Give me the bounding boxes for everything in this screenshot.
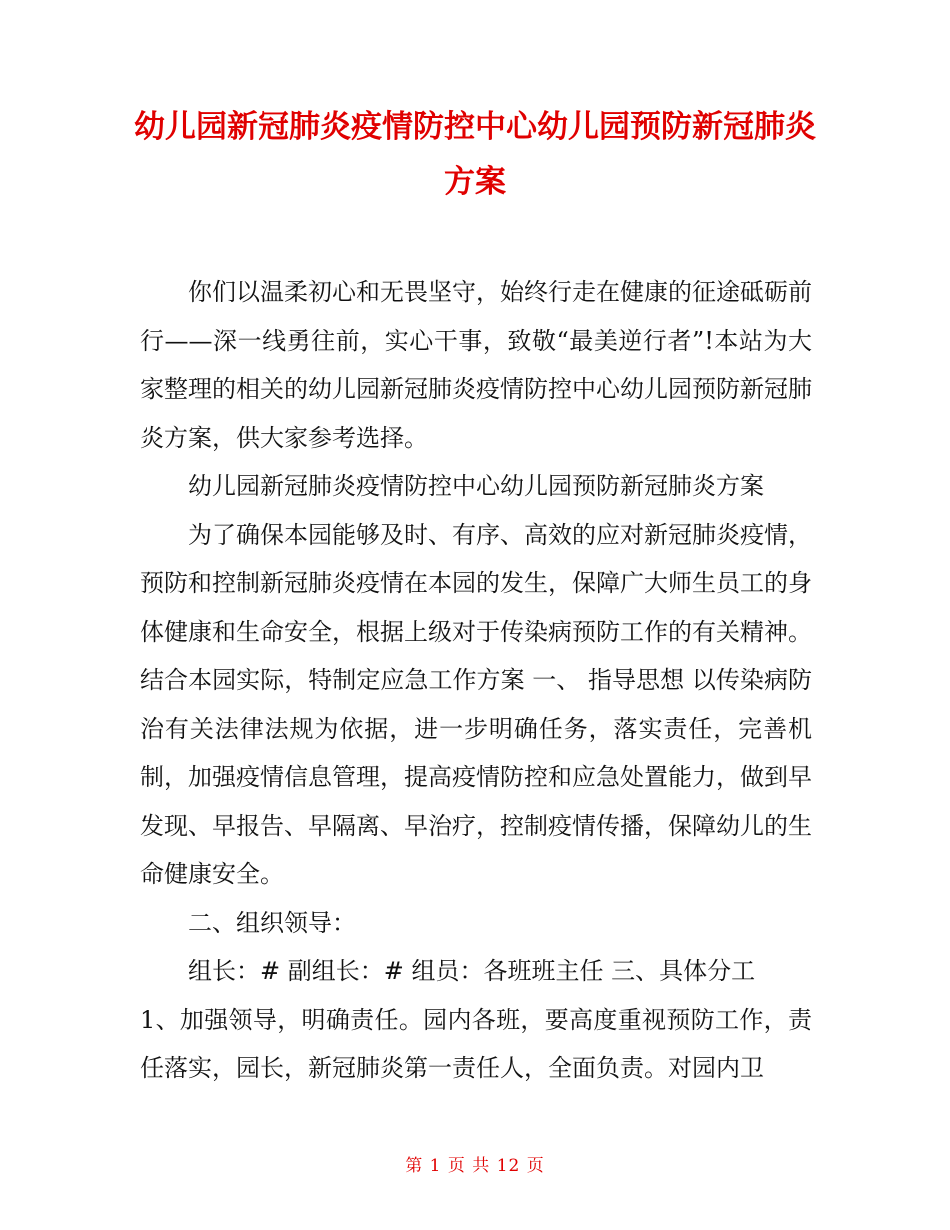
document-title: 幼儿园新冠肺炎疫情防控中心幼儿园预防新冠肺炎方案 bbox=[134, 109, 816, 200]
intro-paragraph: 你们以温柔初心和无畏坚守，始终行走在健康的征途砥砺前行——深一线勇往前，实心干事，致敬“最美逆行者”!本站为大家整理的相关的幼儿园新冠肺炎疫情防控中心幼儿园预防新冠肺炎方案，供大家参考选择。 bbox=[140, 278, 812, 452]
division-paragraph: 1、加强领导，明确责任。园内各班，要高度重视预防工作，责任落实，园长，新冠肺炎第一责任人，全面负责。对园内卫 bbox=[140, 1005, 812, 1082]
organization-heading: 二、组织领导： bbox=[188, 908, 356, 937]
section-heading-paragraph: 幼儿园新冠肺炎疫情防控中心幼儿园预防新冠肺炎方案 bbox=[188, 472, 764, 500]
purpose-paragraph: 为了确保本园能够及时、有序、高效的应对新冠肺炎疫情，预防和控制新冠肺炎疫情在本园的发生，保障广大师生员工的身体健康和生命安全，根据上级对于传染病预防工作的有关精神。结合本园实际，特制定应急工作方案 一、 指导思想 以传染病防治有关法律法规为依据，进一步明确任务，落实责任，完善机制，加强疫情信息管理，提高疫情防控和应急处置能力，做到早发现、早报告、早隔离、早治疗，控制疫情传播，保障幼儿的生命健康安全。 bbox=[140, 520, 812, 888]
document-body bbox=[140, 268, 812, 1093]
page-footer: 第 1 页 共 12 页 bbox=[405, 1156, 545, 1176]
members-paragraph: 组长：# 副组长：# 组员：各班班主任 三、具体分工 bbox=[188, 957, 756, 985]
